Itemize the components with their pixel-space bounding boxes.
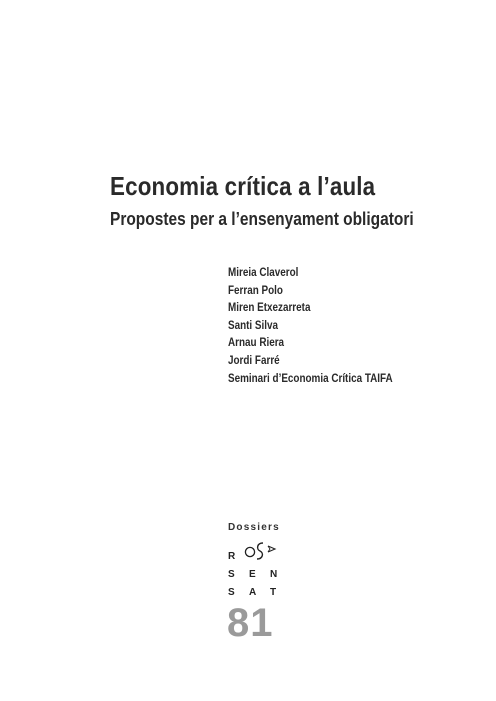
author-name: Miren Etxezarreta (228, 302, 311, 315)
logo-row-1: R (228, 551, 236, 562)
rosa-sensat-logo (228, 541, 288, 597)
logo-row-3: S A T (228, 587, 277, 598)
author-name: Mireia Claverol (228, 267, 299, 279)
collection-block (228, 522, 298, 597)
author-name: Santi Silva (228, 319, 279, 332)
author-name: Jordi Farré (228, 354, 280, 367)
logo-row-2: S E N (228, 569, 278, 580)
author-name: Arnau Riera (228, 337, 285, 350)
author-name: Seminari d’Economia Crítica TAIFA (228, 372, 393, 385)
author-name: Ferran Polo (228, 284, 283, 297)
book-subtitle: Propostes per a l’ensenyament obligatori (110, 209, 414, 229)
issue-number: 81 (227, 601, 274, 645)
collection-label: Dossiers (228, 522, 280, 533)
logo-rose-icon (241, 541, 277, 561)
book-title: Economia crítica a l’aula (110, 171, 376, 201)
author-list (228, 265, 420, 388)
